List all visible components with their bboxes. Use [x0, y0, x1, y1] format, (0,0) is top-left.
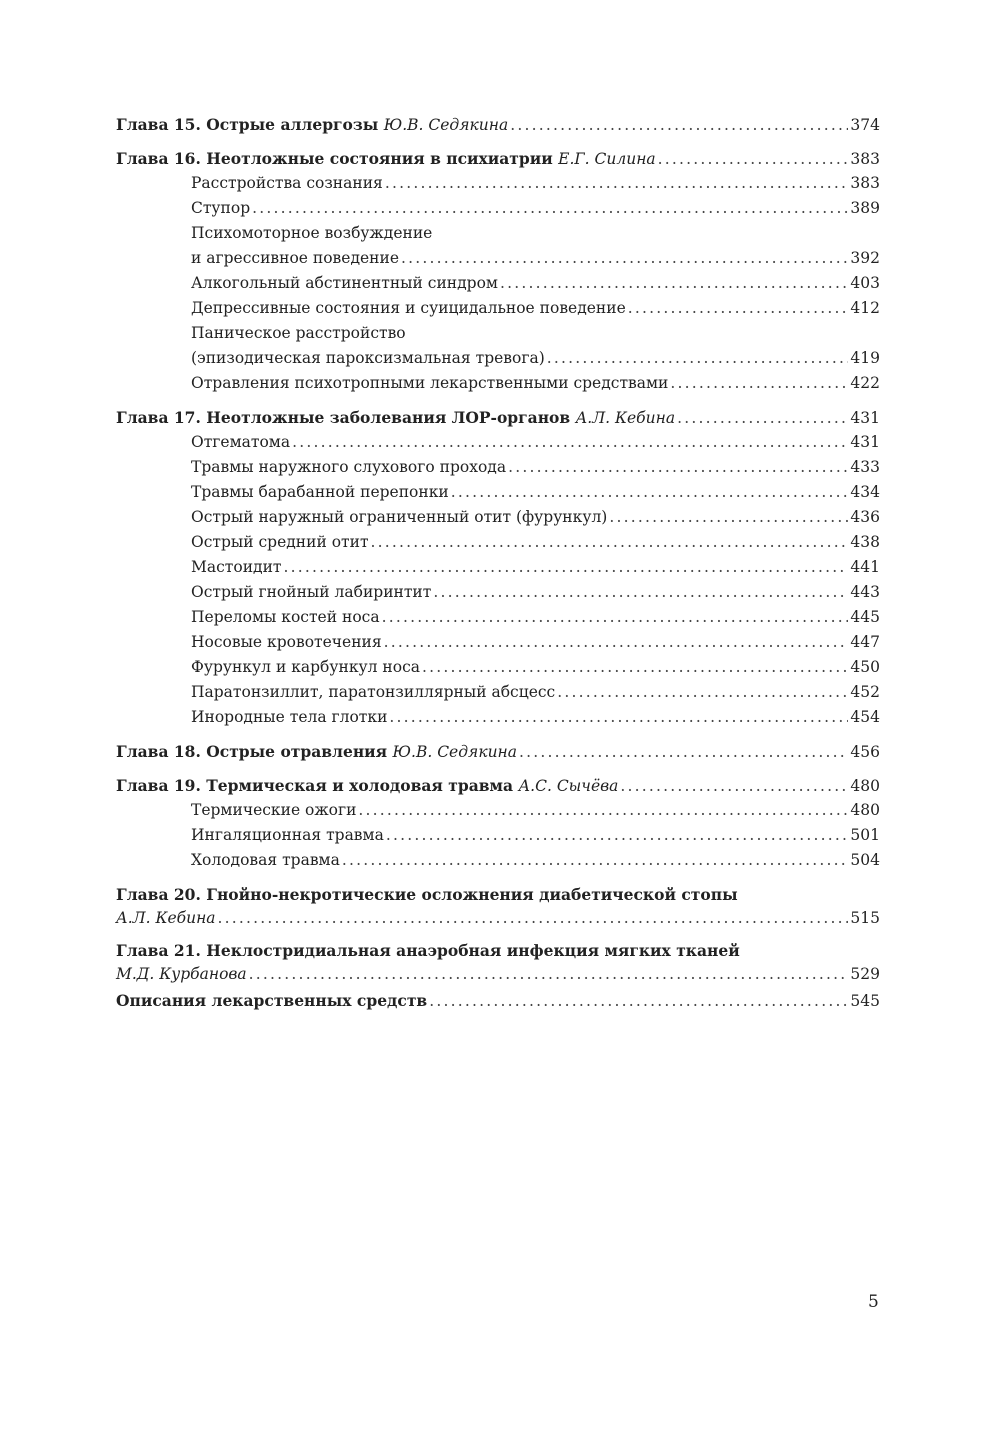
section-title: Отгематома [191, 433, 291, 451]
section-title-line1: Психомоторное возбуждение [191, 224, 433, 242]
page-ref: 504 [850, 851, 880, 869]
toc-section-entry [116, 196, 880, 221]
section-title: Отравления психотропными лекарственными средствами [191, 374, 669, 392]
section-title: Острый средний отит [191, 533, 369, 551]
page-ref: 374 [850, 116, 880, 134]
dot-leader [385, 171, 849, 196]
dot-leader [670, 371, 848, 396]
section-title: Носовые кровотечения [191, 633, 382, 651]
chapter-label [116, 112, 508, 138]
section-title: Инородные тела глотки [191, 708, 388, 726]
entry-title: Описания лекарственных средств [116, 991, 428, 1010]
toc-chapter-author-line [116, 963, 880, 985]
section-title: Ступор [191, 199, 251, 217]
toc-section-entry [116, 798, 880, 823]
section-title: Депрессивные состояния и суицидальное поведение [191, 299, 626, 317]
dot-leader [401, 246, 848, 271]
toc-chapter-entry [116, 938, 880, 963]
table-of-contents [116, 112, 880, 1013]
dot-leader [628, 296, 849, 321]
page-ref: 445 [850, 608, 880, 626]
toc-chapter-entry [116, 739, 880, 764]
chapter-number: Глава 21. [116, 941, 201, 960]
toc-section-entry [116, 605, 880, 630]
chapter-label [116, 405, 675, 431]
dot-leader [342, 848, 849, 873]
section-title: Травмы барабанной перепонки [191, 483, 449, 501]
chapter-title: Неотложные заболевания ЛОР-органов [206, 408, 571, 427]
dot-leader [382, 605, 849, 630]
toc-final-entry [116, 988, 880, 1013]
page-ref: 480 [850, 777, 880, 795]
toc-section-entry [116, 480, 880, 505]
chapter-number: Глава 19. [116, 776, 201, 795]
chapter-number: Глава 18. [116, 742, 201, 761]
chapter-label [116, 773, 618, 799]
page-ref: 431 [850, 433, 880, 451]
toc-chapter-entry [116, 405, 880, 430]
chapter-title: Неклостридиальная анаэробная инфекция мягких тканей [206, 941, 740, 960]
chapter-title: Острые отравления [206, 742, 388, 761]
dot-leader [519, 740, 848, 765]
section-title: Термические ожоги [191, 801, 357, 819]
page-ref: 438 [850, 533, 880, 551]
chapter-title: Острые аллергозы [206, 115, 379, 134]
section-title: Паратонзиллит, паратонзиллярный абсцесс [191, 683, 556, 701]
section-title: Холодовая травма [191, 851, 340, 869]
chapter-author: Е.Г. Силина [558, 150, 656, 168]
page-ref: 433 [850, 458, 880, 476]
page-ref: 383 [850, 174, 880, 192]
chapter-label [116, 146, 656, 172]
toc-section-entry [116, 371, 880, 396]
chapter-number: Глава 16. [116, 149, 201, 168]
toc-chapter-entry [116, 882, 880, 907]
section-title: (эпизодическая пароксизмальная тревога) [191, 349, 545, 367]
toc-section-entry [116, 246, 880, 271]
section-title: Фурункул и карбункул носа [191, 658, 420, 676]
dot-leader [218, 907, 849, 929]
dot-leader [508, 455, 848, 480]
section-title-line1: Паническое расстройство [191, 324, 406, 342]
dot-leader [620, 774, 848, 799]
toc-section-entry [116, 705, 880, 730]
page-ref: 443 [850, 583, 880, 601]
section-title: Острый гнойный лабиринтит [191, 583, 432, 601]
chapter-author: А.Л. Кебина [116, 909, 216, 927]
dot-leader [557, 680, 848, 705]
page-ref: 392 [850, 249, 880, 267]
toc-chapter-entry [116, 146, 880, 171]
chapter-title: Термическая и холодовая травма [206, 776, 514, 795]
chapter-label [116, 938, 740, 963]
toc-section-entry [116, 580, 880, 605]
toc-section-entry [116, 680, 880, 705]
page-ref: 441 [850, 558, 880, 576]
page-ref: 431 [850, 409, 880, 427]
toc-section-entry [116, 848, 880, 873]
toc-chapter-author-line [116, 907, 880, 929]
page-ref: 436 [850, 508, 880, 526]
toc-section-entry [116, 296, 880, 321]
toc-chapter-entry [116, 773, 880, 798]
dot-leader [358, 798, 848, 823]
chapter-author: Ю.В. Седякина [383, 116, 509, 134]
section-title: Алкогольный абстинентный синдром [191, 274, 498, 292]
chapter-label [116, 882, 738, 907]
dot-leader [433, 580, 848, 605]
dot-leader [292, 430, 848, 455]
page-ref: 383 [850, 150, 880, 168]
page-ref: 389 [850, 199, 880, 217]
dot-leader [609, 505, 848, 530]
dot-leader [252, 196, 848, 221]
chapter-title: Гнойно-некротические осложнения диабетической стопы [206, 885, 738, 904]
section-title: и агрессивное поведение [191, 249, 400, 267]
dot-leader [451, 480, 849, 505]
page-number: 5 [868, 1292, 879, 1312]
toc-section-entry [116, 823, 880, 848]
section-title: Травмы наружного слухового прохода [191, 458, 507, 476]
dot-leader [283, 555, 848, 580]
toc-section-entry [116, 455, 880, 480]
page-ref: 529 [850, 965, 880, 983]
chapter-number: Глава 20. [116, 885, 201, 904]
dot-leader [371, 530, 849, 555]
section-title: Ингаляционная травма [191, 826, 384, 844]
section-title: Острый наружный ограниченный отит (фурункул) [191, 508, 608, 526]
chapter-label [116, 739, 517, 765]
page-ref: 434 [850, 483, 880, 501]
toc-section-entry [116, 346, 880, 371]
chapter-number: Глава 15. [116, 115, 201, 134]
page-ref: 450 [850, 658, 880, 676]
toc-section-entry [116, 530, 880, 555]
dot-leader [429, 989, 848, 1014]
page-ref: 422 [850, 374, 880, 392]
page-ref: 456 [850, 743, 880, 761]
page-ref: 412 [850, 299, 880, 317]
dot-leader [389, 705, 848, 730]
page-ref: 480 [850, 801, 880, 819]
chapter-author: А.Л. Кебина [575, 409, 676, 427]
toc-section-entry [116, 505, 880, 530]
chapter-author: М.Д. Курбанова [116, 965, 247, 983]
dot-leader [386, 823, 849, 848]
page-ref: 501 [850, 826, 880, 844]
toc-section-entry [116, 555, 880, 580]
dot-leader [422, 655, 848, 680]
toc-section-entry [116, 655, 880, 680]
page-ref: 419 [850, 349, 880, 367]
toc-section-entry-line1 [116, 221, 880, 246]
dot-leader [500, 271, 848, 296]
page-ref: 447 [850, 633, 880, 651]
page-ref: 403 [850, 274, 880, 292]
dot-leader [677, 406, 848, 431]
dot-leader [658, 147, 849, 172]
page-ref: 454 [850, 708, 880, 726]
chapter-title: Неотложные состояния в психиатрии [206, 149, 553, 168]
chapter-number: Глава 17. [116, 408, 201, 427]
toc-chapter-entry [116, 112, 880, 137]
page-ref: 452 [850, 683, 880, 701]
toc-section-entry [116, 271, 880, 296]
toc-section-entry [116, 430, 880, 455]
toc-section-entry [116, 171, 880, 196]
section-title: Переломы костей носа [191, 608, 380, 626]
chapter-author: А.С. Сычёва [518, 777, 619, 795]
dot-leader [384, 630, 849, 655]
page-ref: 545 [850, 992, 880, 1010]
toc-section-entry-line1 [116, 321, 880, 346]
dot-leader [547, 346, 849, 371]
page-ref: 515 [850, 909, 880, 927]
dot-leader [249, 963, 849, 985]
section-title: Мастоидит [191, 558, 282, 576]
dot-leader [510, 113, 848, 138]
section-title: Расстройства сознания [191, 174, 383, 192]
toc-section-entry [116, 630, 880, 655]
chapter-author: Ю.В. Седякина [392, 743, 518, 761]
